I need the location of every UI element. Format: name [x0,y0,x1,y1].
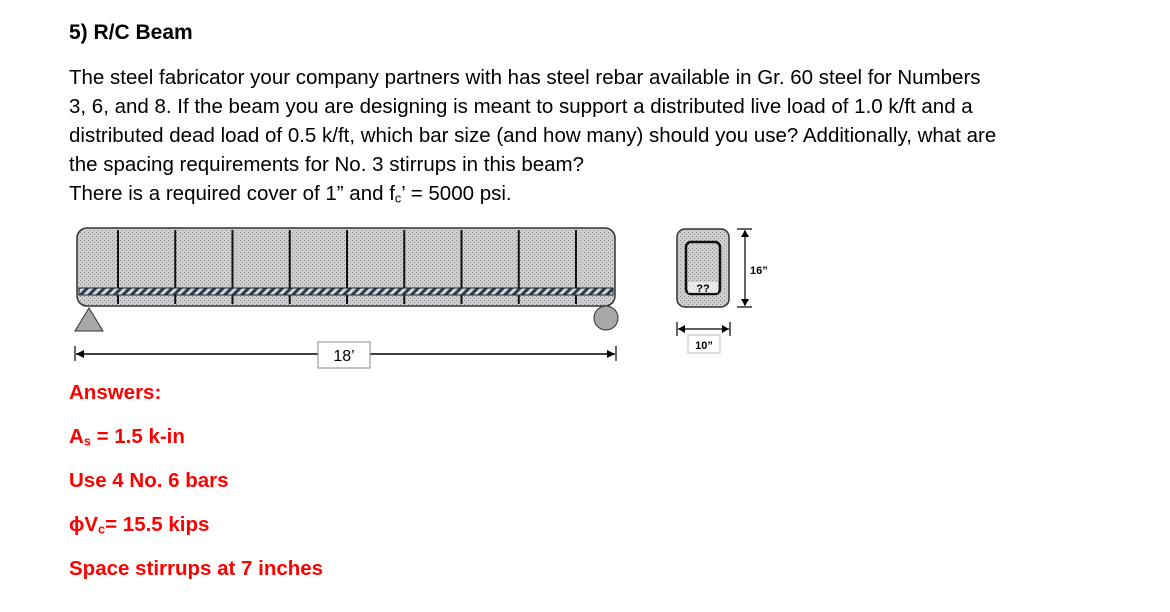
problem-text-line-3: distributed dead load of 0.5 k/ft, which bar size (and how many) should you use? Additionally, what are [69,124,997,147]
as-symbol: A [69,425,84,448]
beam-elevation [77,228,615,306]
answer-bars: Use 4 No. 6 bars [69,469,229,492]
beam-cross-section [677,229,768,353]
pin-support-icon [75,308,103,331]
answer-shear-capacity [69,513,209,537]
as-value: = 1.5 k-in [90,425,185,448]
cover-text: There is a required cover of 1” and f [69,182,395,205]
height-label: 16” [750,265,768,277]
answers-heading: Answers: [69,381,162,404]
problem-title: 5) R/C Beam [69,21,193,44]
phi-v-symbol: ϕV [69,513,99,536]
roller-support-icon [594,306,618,330]
problem-text-line-4: the spacing requirements for No. 3 stirrups in this beam? [69,153,585,176]
bottom-rebar [79,288,613,295]
span-dimension [75,342,616,368]
problem-text-line-1: The steel fabricator your company partners with has steel rebar available in Gr. 60 steel for Numbers [69,66,981,89]
answer-steel-area [69,425,185,449]
answer-stirrup-spacing: Space stirrups at 7 inches [69,557,324,580]
vc-value: = 15.5 kips [105,513,210,536]
width-label: 10” [695,340,713,352]
fc-subscript: c [394,190,402,206]
fc-value-text: ’ = 5000 psi. [401,182,512,205]
as-subscript: s [83,433,91,449]
problem-text-line-2: 3, 6, and 8. If the beam you are designing is meant to support a distributed live load of 1.0 k/ft and a [69,95,973,118]
section-bar-label: ?? [696,283,710,295]
span-label: 18’ [333,348,355,365]
vc-subscript: c [98,521,106,537]
